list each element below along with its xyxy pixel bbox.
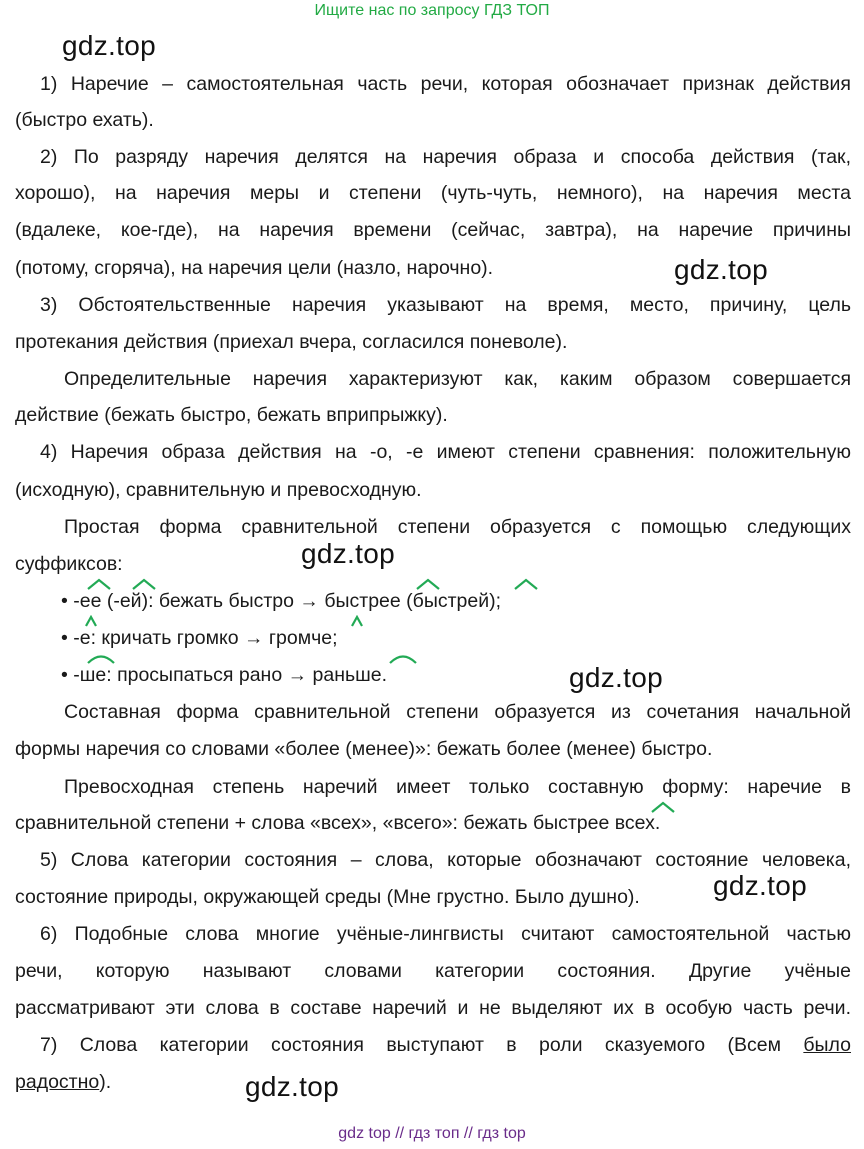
- paragraph-line: 4) Наречия образа действия на -о, -е имеют степени сравнения: положительную: [40, 441, 851, 463]
- paragraph-line: действие (бежать быстро, бежать вприпрыжку).: [15, 404, 448, 426]
- paragraph-line: (вдалеке, кое-где), на наречия времени (сейчас, завтра), на наречие причины: [15, 219, 851, 241]
- suffix-arc-icon: [86, 578, 112, 590]
- watermark: gdz.top: [62, 30, 156, 61]
- predicate-underline: радостно: [15, 1071, 100, 1093]
- suffix-arc-icon: [350, 615, 364, 627]
- paragraph-line: суффиксов:: [15, 553, 123, 575]
- watermark: gdz.top: [301, 538, 395, 569]
- predicate-underline: было: [803, 1034, 851, 1056]
- paragraph-line: рассматривают эти слова в составе наречий и не выделяют их в особую часть речи.: [15, 997, 851, 1019]
- paragraph-line: 3) Обстоятельственные наречия указывают на время, место, причину, цель: [40, 294, 851, 316]
- watermark: gdz.top: [674, 254, 768, 285]
- paragraph-line: состояние природы, окружающей среды (Мне грустно. Было душно).: [15, 886, 640, 908]
- suffix-arc-icon: [513, 578, 539, 590]
- paragraph-line: формы наречия со словами «более (менее)»: бежать более (менее) быстро.: [15, 738, 713, 760]
- paragraph-line: [15, 1070, 851, 1094]
- footer-links: gdz top // гдз топ // гдз top: [338, 1125, 526, 1142]
- paragraph-text: 7) Слова категории состояния выступают в роли сказуемого (Всем: [40, 1034, 781, 1056]
- list-item: • -ее (-ей): бежать быстро → быстрее (быстрей);: [61, 590, 502, 612]
- suffix-arc-icon: [131, 578, 157, 590]
- suffix-arc-icon: [415, 578, 441, 590]
- list-item: • -е: кричать громко → громче;: [61, 627, 338, 649]
- paragraph-line: 1) Наречие – самостоятельная часть речи, которая обозначает признак действия: [40, 73, 851, 95]
- paragraph-line: 2) По разряду наречия делятся на наречия образа и способа действия (так,: [40, 146, 851, 168]
- paragraph-text: ).: [99, 1071, 112, 1093]
- top-banner: Ищите нас по запросу ГДЗ ТОП: [314, 2, 550, 19]
- suffix-arc-icon: [86, 652, 116, 664]
- paragraph-line: 6) Подобные слова многие учёные-лингвисты считают самостоятельной частью: [40, 923, 851, 945]
- suffix-arc-icon: [650, 801, 676, 813]
- paragraph-line: речи, которую называют словами категории состояния. Другие учёные: [15, 960, 851, 982]
- paragraph-line: протекания действия (приехал вчера, согласился поневоле).: [15, 331, 568, 353]
- paragraph-line: (быстро ехать).: [15, 109, 154, 131]
- watermark: gdz.top: [245, 1071, 339, 1102]
- watermark: gdz.top: [569, 662, 663, 693]
- paragraph-line: сравнительной степени + слова «всех», «всего»: бежать быстрее всех.: [15, 812, 661, 834]
- watermark: gdz.top: [713, 870, 807, 901]
- paragraph-line: Превосходная степень наречий имеет только составную форму: наречие в: [64, 776, 851, 798]
- paragraph-line: (потому, сгоряча), на наречия цели (назло, нарочно).: [15, 257, 494, 279]
- suffix-arc-icon: [84, 615, 98, 627]
- paragraph-line: хорошо), на наречия меры и степени (чуть-чуть, немного), на наречия места: [15, 182, 851, 204]
- paragraph-line: (исходную), сравнительную и превосходную.: [15, 479, 422, 501]
- paragraph-line: Простая форма сравнительной степени образуется с помощью следующих: [64, 516, 851, 538]
- suffix-arc-icon: [388, 652, 418, 664]
- list-item: • -ше: просыпаться рано → раньше.: [61, 664, 388, 686]
- paragraph-line: 5) Слова категории состояния – слова, которые обозначают состояние человека,: [40, 849, 851, 871]
- paragraph-line: [15, 1033, 851, 1057]
- paragraph-line: Определительные наречия характеризуют как, каким образом совершается: [64, 368, 851, 390]
- paragraph-line: Составная форма сравнительной степени образуется из сочетания начальной: [64, 701, 851, 723]
